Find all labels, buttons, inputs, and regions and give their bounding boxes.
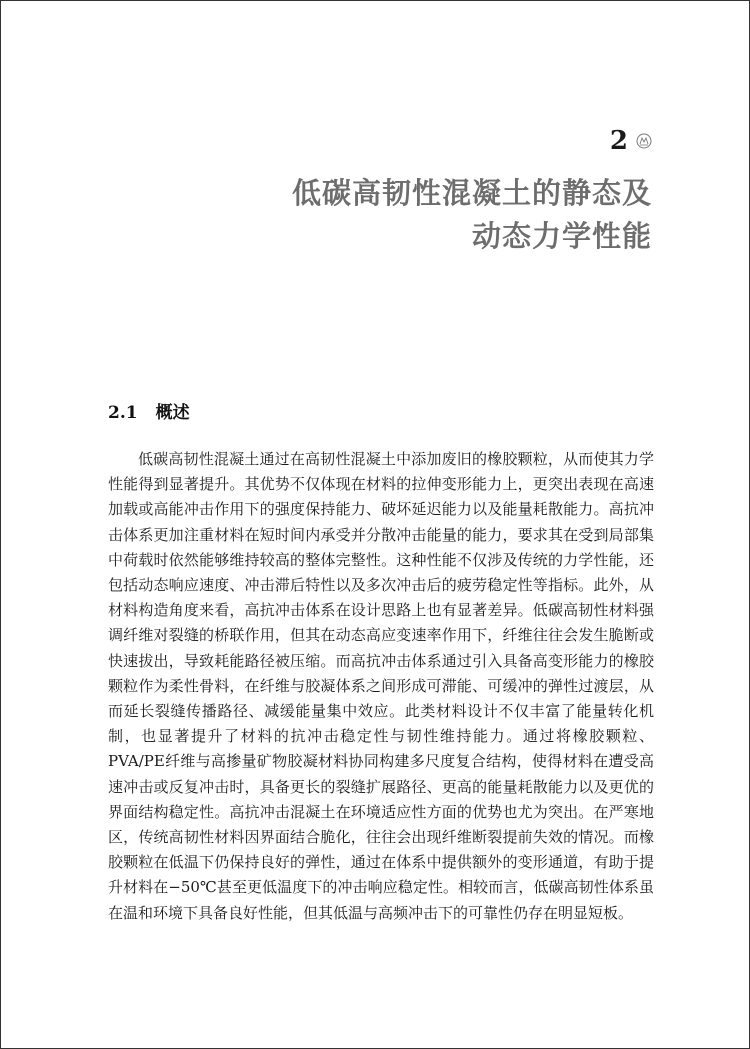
chapter-title-line-1: 低碳高韧性混凝土的静态及 <box>291 176 652 210</box>
section-number: 2.1 <box>108 403 138 423</box>
body-paragraph: 低碳高韧性混凝土通过在高韧性混凝土中添加废旧的橡胶颗粒，从而使其力学性能得到显著提升。其优势不仅体现在材料的拉伸变形能力上，更突出表现在高速加载或高能冲击作用下的强度保持能力、破坏延迟能力以及能量耗散能力。高抗冲击体系更加注重材料在短时间内承受并分散冲击能量的能力，要求其在受到局部集中荷载时依然能够维持较高的整体完整性。这种性能不仅涉及传统的力学性能，还包括动态响应速度、冲击滞后特性以及多次冲击后的疲劳稳定性等指标。此外，从材料构造角度来看，高抗冲击体系在设计思路上也有显著差异。低碳高韧性材料强调纤维对裂缝的桥联作用，但其在动态高应变速率作用下，纤维往往会发生脆断或快速拔出，导致耗能路径被压缩。而高抗冲击体系通过引入具备高变形能力的橡胶颗粒作为柔性骨料，在纤维与胶凝体系之间形成可滞能、可缓冲的弹性过渡层，从而延长裂缝传播路径、减缓能量集中效应。此类材料设计不仅丰富了能量转化机制，也显著提升了材料的抗冲击稳定性与韧性维持能力。通过将橡胶颗粒、PVA/PE纤维与高掺量矿物胶凝材料协同构建多尺度复合结构，使得材料在遭受高速冲击或反复冲击时，具备更长的裂缝扩展路径、更高的能量耗散能力以及更优的界面结构稳定性。高抗冲击混凝土在环境适应性方面的优势也尤为突出。在严寒地区，传统高韧性材料因界面结合脆化，往往会出现纤维断裂提前失效的情况。而橡胶颗粒在低温下仍保持良好的弹性，通过在体系中提供额外的变形通道，有助于提升材料在−50℃甚至更低温度下的冲击响应稳定性。相较而言，低碳高韧性体系虽在温和环境下具备良好性能，但其低温与高频冲击下的可靠性仍存在明显短板。 <box>108 450 654 922</box>
chapter-ornament-icon <box>636 133 652 149</box>
chapter-number: 2 <box>609 126 628 156</box>
chapter-title-line-2: 动态力学性能 <box>471 219 652 253</box>
chapter-title <box>232 172 652 258</box>
section-heading <box>108 401 190 425</box>
section-title: 概述 <box>155 403 190 423</box>
chapter-number-row <box>610 128 652 154</box>
